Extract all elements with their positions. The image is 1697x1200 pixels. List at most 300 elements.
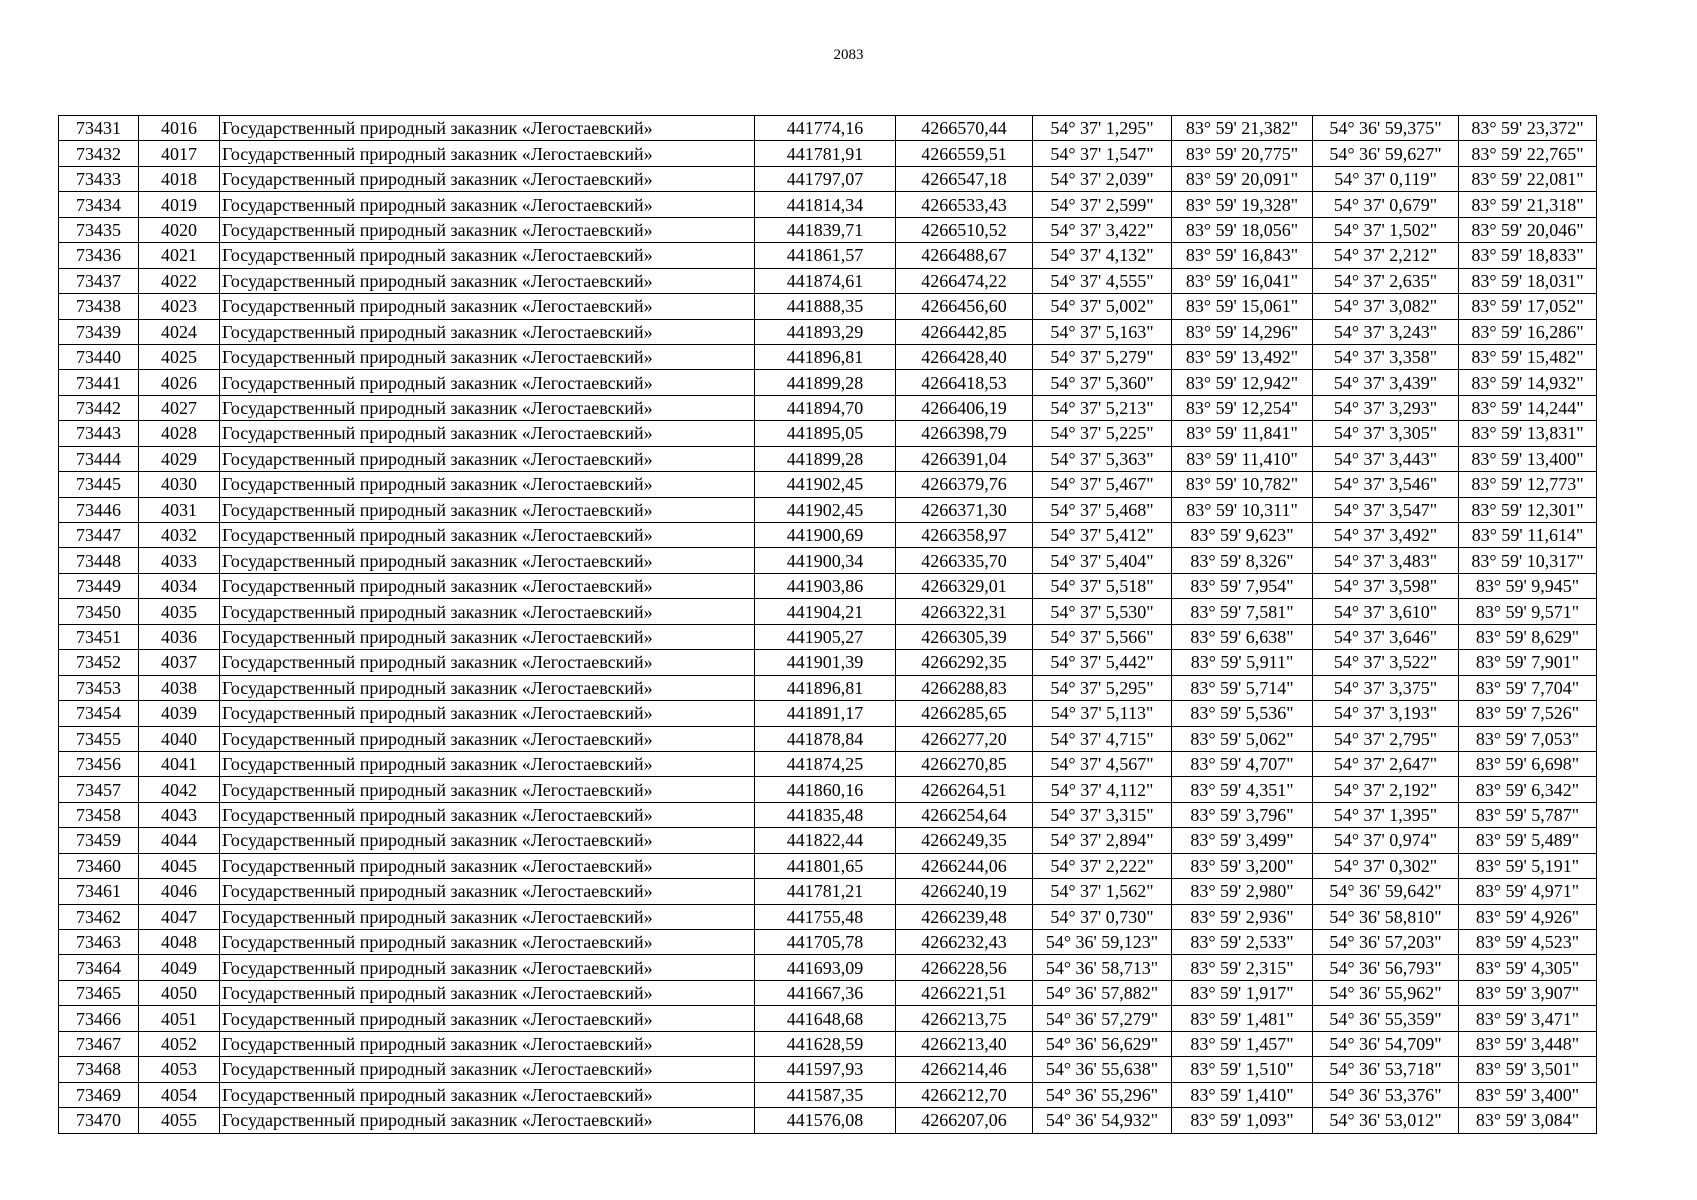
x-coordinate-cell: 441900,69: [755, 523, 896, 548]
point-number-cell: 4026: [139, 370, 220, 395]
longitude-2-cell: 83° 59' 22,081": [1459, 166, 1597, 191]
table-row: [59, 523, 1597, 548]
latitude-1-cell: 54° 37' 5,530": [1033, 599, 1172, 624]
latitude-2-cell: 54° 37' 3,522": [1313, 650, 1459, 675]
table-row: [59, 1031, 1597, 1056]
longitude-2-cell: 83° 59' 7,704": [1459, 675, 1597, 700]
latitude-1-cell: 54° 37' 5,518": [1033, 573, 1172, 598]
longitude-1-cell: 83° 59' 1,093": [1172, 1108, 1313, 1133]
y-coordinate-cell: 4266329,01: [896, 573, 1033, 598]
latitude-1-cell: 54° 37' 2,222": [1033, 853, 1172, 878]
y-coordinate-cell: 4266456,60: [896, 294, 1033, 319]
longitude-2-cell: 83° 59' 13,400": [1459, 446, 1597, 471]
x-coordinate-cell: 441835,48: [755, 802, 896, 827]
row-id-cell: 73464: [59, 955, 139, 980]
territory-name-cell: Государственный природный заказник «Легостаевский»: [220, 497, 755, 522]
longitude-1-cell: 83° 59' 20,775": [1172, 141, 1313, 166]
latitude-2-cell: 54° 37' 2,192": [1313, 777, 1459, 802]
y-coordinate-cell: 4266398,79: [896, 421, 1033, 446]
y-coordinate-cell: 4266379,76: [896, 472, 1033, 497]
y-coordinate-cell: 4266358,97: [896, 523, 1033, 548]
point-number-cell: 4031: [139, 497, 220, 522]
latitude-2-cell: 54° 36' 54,709": [1313, 1031, 1459, 1056]
row-id-cell: 73441: [59, 370, 139, 395]
latitude-1-cell: 54° 37' 5,295": [1033, 675, 1172, 700]
latitude-1-cell: 54° 37' 4,567": [1033, 751, 1172, 776]
table-row: [59, 497, 1597, 522]
point-number-cell: 4032: [139, 523, 220, 548]
latitude-1-cell: 54° 37' 2,894": [1033, 828, 1172, 853]
x-coordinate-cell: 441894,70: [755, 395, 896, 420]
longitude-2-cell: 83° 59' 9,571": [1459, 599, 1597, 624]
y-coordinate-cell: 4266488,67: [896, 243, 1033, 268]
longitude-1-cell: 83° 59' 9,623": [1172, 523, 1313, 548]
longitude-2-cell: 83° 59' 4,305": [1459, 955, 1597, 980]
longitude-1-cell: 83° 59' 10,782": [1172, 472, 1313, 497]
latitude-1-cell: 54° 36' 55,296": [1033, 1082, 1172, 1107]
latitude-2-cell: 54° 36' 56,793": [1313, 955, 1459, 980]
latitude-2-cell: 54° 36' 53,012": [1313, 1108, 1459, 1133]
point-number-cell: 4046: [139, 879, 220, 904]
table-row: [59, 955, 1597, 980]
table-row: [59, 650, 1597, 675]
row-id-cell: 73457: [59, 777, 139, 802]
longitude-2-cell: 83° 59' 7,053": [1459, 726, 1597, 751]
point-number-cell: 4051: [139, 1006, 220, 1031]
longitude-1-cell: 83° 59' 2,533": [1172, 930, 1313, 955]
latitude-1-cell: 54° 37' 2,599": [1033, 192, 1172, 217]
point-number-cell: 4047: [139, 904, 220, 929]
territory-name-cell: Государственный природный заказник «Легостаевский»: [220, 1057, 755, 1082]
latitude-2-cell: 54° 36' 59,642": [1313, 879, 1459, 904]
x-coordinate-cell: 441878,84: [755, 726, 896, 751]
latitude-2-cell: 54° 36' 58,810": [1313, 904, 1459, 929]
longitude-1-cell: 83° 59' 6,638": [1172, 624, 1313, 649]
x-coordinate-cell: 441896,81: [755, 675, 896, 700]
latitude-2-cell: 54° 37' 2,212": [1313, 243, 1459, 268]
row-id-cell: 73445: [59, 472, 139, 497]
territory-name-cell: Государственный природный заказник «Легостаевский»: [220, 319, 755, 344]
x-coordinate-cell: 441797,07: [755, 166, 896, 191]
point-number-cell: 4049: [139, 955, 220, 980]
point-number-cell: 4054: [139, 1082, 220, 1107]
latitude-1-cell: 54° 37' 3,422": [1033, 217, 1172, 242]
latitude-1-cell: 54° 36' 57,279": [1033, 1006, 1172, 1031]
longitude-2-cell: 83° 59' 23,372": [1459, 116, 1597, 141]
longitude-2-cell: 83° 59' 5,787": [1459, 802, 1597, 827]
y-coordinate-cell: 4266277,20: [896, 726, 1033, 751]
row-id-cell: 73463: [59, 930, 139, 955]
longitude-2-cell: 83° 59' 7,901": [1459, 650, 1597, 675]
longitude-2-cell: 83° 59' 15,482": [1459, 344, 1597, 369]
y-coordinate-cell: 4266335,70: [896, 548, 1033, 573]
point-number-cell: 4036: [139, 624, 220, 649]
longitude-2-cell: 83° 59' 7,526": [1459, 701, 1597, 726]
latitude-2-cell: 54° 37' 1,502": [1313, 217, 1459, 242]
longitude-1-cell: 83° 59' 4,707": [1172, 751, 1313, 776]
longitude-2-cell: 83° 59' 3,084": [1459, 1108, 1597, 1133]
table-row: [59, 751, 1597, 776]
latitude-1-cell: 54° 36' 59,123": [1033, 930, 1172, 955]
territory-name-cell: Государственный природный заказник «Легостаевский»: [220, 268, 755, 293]
point-number-cell: 4018: [139, 166, 220, 191]
longitude-2-cell: 83° 59' 17,052": [1459, 294, 1597, 319]
longitude-1-cell: 83° 59' 7,954": [1172, 573, 1313, 598]
latitude-2-cell: 54° 37' 2,647": [1313, 751, 1459, 776]
y-coordinate-cell: 4266533,43: [896, 192, 1033, 217]
territory-name-cell: Государственный природный заказник «Легостаевский»: [220, 116, 755, 141]
latitude-2-cell: 54° 36' 55,962": [1313, 980, 1459, 1005]
longitude-2-cell: 83° 59' 18,833": [1459, 243, 1597, 268]
point-number-cell: 4045: [139, 853, 220, 878]
longitude-2-cell: 83° 59' 6,342": [1459, 777, 1597, 802]
point-number-cell: 4048: [139, 930, 220, 955]
y-coordinate-cell: 4266428,40: [896, 344, 1033, 369]
territory-name-cell: Государственный природный заказник «Легостаевский»: [220, 141, 755, 166]
y-coordinate-cell: 4266254,64: [896, 802, 1033, 827]
x-coordinate-cell: 441861,57: [755, 243, 896, 268]
x-coordinate-cell: 441899,28: [755, 446, 896, 471]
territory-name-cell: Государственный природный заказник «Легостаевский»: [220, 243, 755, 268]
latitude-2-cell: 54° 37' 3,547": [1313, 497, 1459, 522]
latitude-1-cell: 54° 37' 5,467": [1033, 472, 1172, 497]
longitude-1-cell: 83° 59' 3,200": [1172, 853, 1313, 878]
longitude-1-cell: 83° 59' 1,510": [1172, 1057, 1313, 1082]
longitude-1-cell: 83° 59' 2,936": [1172, 904, 1313, 929]
territory-name-cell: Государственный природный заказник «Легостаевский»: [220, 421, 755, 446]
row-id-cell: 73436: [59, 243, 139, 268]
territory-name-cell: Государственный природный заказник «Легостаевский»: [220, 980, 755, 1005]
longitude-2-cell: 83° 59' 13,831": [1459, 421, 1597, 446]
point-number-cell: 4030: [139, 472, 220, 497]
latitude-1-cell: 54° 37' 5,113": [1033, 701, 1172, 726]
point-number-cell: 4052: [139, 1031, 220, 1056]
longitude-2-cell: 83° 59' 12,301": [1459, 497, 1597, 522]
longitude-2-cell: 83° 59' 14,932": [1459, 370, 1597, 395]
y-coordinate-cell: 4266228,56: [896, 955, 1033, 980]
territory-name-cell: Государственный природный заказник «Легостаевский»: [220, 802, 755, 827]
territory-name-cell: Государственный природный заказник «Легостаевский»: [220, 599, 755, 624]
territory-name-cell: Государственный природный заказник «Легостаевский»: [220, 828, 755, 853]
longitude-1-cell: 83° 59' 5,536": [1172, 701, 1313, 726]
territory-name-cell: Государственный природный заказник «Легостаевский»: [220, 930, 755, 955]
latitude-1-cell: 54° 37' 4,555": [1033, 268, 1172, 293]
x-coordinate-cell: 441888,35: [755, 294, 896, 319]
territory-name-cell: Государственный природный заказник «Легостаевский»: [220, 777, 755, 802]
longitude-2-cell: 83° 59' 4,971": [1459, 879, 1597, 904]
row-id-cell: 73453: [59, 675, 139, 700]
point-number-cell: 4055: [139, 1108, 220, 1133]
table-row: [59, 930, 1597, 955]
point-number-cell: 4037: [139, 650, 220, 675]
longitude-2-cell: 83° 59' 3,400": [1459, 1082, 1597, 1107]
x-coordinate-cell: 441860,16: [755, 777, 896, 802]
y-coordinate-cell: 4266249,35: [896, 828, 1033, 853]
row-id-cell: 73455: [59, 726, 139, 751]
table-row: [59, 243, 1597, 268]
longitude-1-cell: 83° 59' 1,481": [1172, 1006, 1313, 1031]
x-coordinate-cell: 441781,91: [755, 141, 896, 166]
territory-name-cell: Государственный природный заказник «Легостаевский»: [220, 294, 755, 319]
territory-name-cell: Государственный природный заказник «Легостаевский»: [220, 904, 755, 929]
table-row: [59, 1082, 1597, 1107]
latitude-1-cell: 54° 37' 5,163": [1033, 319, 1172, 344]
latitude-2-cell: 54° 36' 53,718": [1313, 1057, 1459, 1082]
longitude-2-cell: 83° 59' 5,191": [1459, 853, 1597, 878]
point-number-cell: 4042: [139, 777, 220, 802]
y-coordinate-cell: 4266570,44: [896, 116, 1033, 141]
x-coordinate-cell: 441628,59: [755, 1031, 896, 1056]
row-id-cell: 73435: [59, 217, 139, 242]
territory-name-cell: Государственный природный заказник «Легостаевский»: [220, 650, 755, 675]
table-row: [59, 116, 1597, 141]
y-coordinate-cell: 4266221,51: [896, 980, 1033, 1005]
longitude-1-cell: 83° 59' 7,581": [1172, 599, 1313, 624]
y-coordinate-cell: 4266510,52: [896, 217, 1033, 242]
point-number-cell: 4033: [139, 548, 220, 573]
latitude-1-cell: 54° 37' 1,295": [1033, 116, 1172, 141]
longitude-1-cell: 83° 59' 1,917": [1172, 980, 1313, 1005]
latitude-2-cell: 54° 37' 0,679": [1313, 192, 1459, 217]
table-row: [59, 599, 1597, 624]
table-row: [59, 319, 1597, 344]
territory-name-cell: Государственный природный заказник «Легостаевский»: [220, 1031, 755, 1056]
latitude-1-cell: 54° 37' 0,730": [1033, 904, 1172, 929]
territory-name-cell: Государственный природный заказник «Легостаевский»: [220, 395, 755, 420]
y-coordinate-cell: 4266474,22: [896, 268, 1033, 293]
y-coordinate-cell: 4266547,18: [896, 166, 1033, 191]
longitude-2-cell: 83° 59' 16,286": [1459, 319, 1597, 344]
table-row: [59, 421, 1597, 446]
latitude-2-cell: 54° 37' 3,243": [1313, 319, 1459, 344]
longitude-2-cell: 83° 59' 6,698": [1459, 751, 1597, 776]
latitude-1-cell: 54° 37' 5,468": [1033, 497, 1172, 522]
point-number-cell: 4023: [139, 294, 220, 319]
x-coordinate-cell: 441891,17: [755, 701, 896, 726]
territory-name-cell: Государственный природный заказник «Легостаевский»: [220, 166, 755, 191]
row-id-cell: 73459: [59, 828, 139, 853]
point-number-cell: 4044: [139, 828, 220, 853]
x-coordinate-cell: 441900,34: [755, 548, 896, 573]
y-coordinate-cell: 4266371,30: [896, 497, 1033, 522]
table-row: [59, 294, 1597, 319]
longitude-1-cell: 83° 59' 16,041": [1172, 268, 1313, 293]
x-coordinate-cell: 441774,16: [755, 116, 896, 141]
latitude-2-cell: 54° 37' 3,483": [1313, 548, 1459, 573]
latitude-1-cell: 54° 37' 5,442": [1033, 650, 1172, 675]
row-id-cell: 73469: [59, 1082, 139, 1107]
longitude-2-cell: 83° 59' 11,614": [1459, 523, 1597, 548]
longitude-2-cell: 83° 59' 5,489": [1459, 828, 1597, 853]
territory-name-cell: Государственный природный заказник «Легостаевский»: [220, 446, 755, 471]
latitude-1-cell: 54° 37' 2,039": [1033, 166, 1172, 191]
latitude-1-cell: 54° 37' 5,002": [1033, 294, 1172, 319]
territory-name-cell: Государственный природный заказник «Легостаевский»: [220, 751, 755, 776]
row-id-cell: 73458: [59, 802, 139, 827]
point-number-cell: 4050: [139, 980, 220, 1005]
row-id-cell: 73432: [59, 141, 139, 166]
latitude-2-cell: 54° 36' 55,359": [1313, 1006, 1459, 1031]
x-coordinate-cell: 441755,48: [755, 904, 896, 929]
table-row: [59, 624, 1597, 649]
row-id-cell: 73442: [59, 395, 139, 420]
point-number-cell: 4020: [139, 217, 220, 242]
x-coordinate-cell: 441874,61: [755, 268, 896, 293]
point-number-cell: 4025: [139, 344, 220, 369]
row-id-cell: 73454: [59, 701, 139, 726]
x-coordinate-cell: 441814,34: [755, 192, 896, 217]
latitude-1-cell: 54° 36' 55,638": [1033, 1057, 1172, 1082]
longitude-1-cell: 83° 59' 15,061": [1172, 294, 1313, 319]
x-coordinate-cell: 441902,45: [755, 472, 896, 497]
longitude-1-cell: 83° 59' 4,351": [1172, 777, 1313, 802]
latitude-2-cell: 54° 37' 3,443": [1313, 446, 1459, 471]
latitude-2-cell: 54° 37' 0,974": [1313, 828, 1459, 853]
latitude-2-cell: 54° 37' 3,305": [1313, 421, 1459, 446]
longitude-2-cell: 83° 59' 3,907": [1459, 980, 1597, 1005]
longitude-1-cell: 83° 59' 12,254": [1172, 395, 1313, 420]
longitude-1-cell: 83° 59' 10,311": [1172, 497, 1313, 522]
longitude-1-cell: 83° 59' 2,315": [1172, 955, 1313, 980]
row-id-cell: 73431: [59, 116, 139, 141]
table-row: [59, 980, 1597, 1005]
point-number-cell: 4040: [139, 726, 220, 751]
longitude-2-cell: 83° 59' 18,031": [1459, 268, 1597, 293]
longitude-1-cell: 83° 59' 11,410": [1172, 446, 1313, 471]
table-row: [59, 777, 1597, 802]
row-id-cell: 73461: [59, 879, 139, 904]
latitude-2-cell: 54° 37' 3,492": [1313, 523, 1459, 548]
y-coordinate-cell: 4266212,70: [896, 1082, 1033, 1107]
y-coordinate-cell: 4266391,04: [896, 446, 1033, 471]
latitude-2-cell: 54° 37' 0,302": [1313, 853, 1459, 878]
latitude-1-cell: 54° 36' 57,882": [1033, 980, 1172, 1005]
latitude-2-cell: 54° 36' 59,627": [1313, 141, 1459, 166]
latitude-1-cell: 54° 37' 5,363": [1033, 446, 1172, 471]
y-coordinate-cell: 4266239,48: [896, 904, 1033, 929]
point-number-cell: 4017: [139, 141, 220, 166]
territory-name-cell: Государственный природный заказник «Легостаевский»: [220, 217, 755, 242]
table-row: [59, 344, 1597, 369]
x-coordinate-cell: 441597,93: [755, 1057, 896, 1082]
y-coordinate-cell: 4266418,53: [896, 370, 1033, 395]
x-coordinate-cell: 441781,21: [755, 879, 896, 904]
latitude-1-cell: 54° 37' 4,112": [1033, 777, 1172, 802]
page-number: 2083: [833, 47, 864, 63]
y-coordinate-cell: 4266207,06: [896, 1108, 1033, 1133]
table-row: [59, 192, 1597, 217]
latitude-2-cell: 54° 36' 59,375": [1313, 116, 1459, 141]
territory-name-cell: Государственный природный заказник «Легостаевский»: [220, 192, 755, 217]
longitude-2-cell: 83° 59' 21,318": [1459, 192, 1597, 217]
coordinates-table: [58, 115, 1597, 1134]
territory-name-cell: Государственный природный заказник «Легостаевский»: [220, 472, 755, 497]
territory-name-cell: Государственный природный заказник «Легостаевский»: [220, 726, 755, 751]
latitude-1-cell: 54° 37' 4,715": [1033, 726, 1172, 751]
latitude-1-cell: 54° 36' 58,713": [1033, 955, 1172, 980]
table-row: [59, 904, 1597, 929]
y-coordinate-cell: 4266305,39: [896, 624, 1033, 649]
y-coordinate-cell: 4266244,06: [896, 853, 1033, 878]
longitude-1-cell: 83° 59' 16,843": [1172, 243, 1313, 268]
table-row: [59, 879, 1597, 904]
point-number-cell: 4043: [139, 802, 220, 827]
point-number-cell: 4024: [139, 319, 220, 344]
point-number-cell: 4038: [139, 675, 220, 700]
table-row: [59, 828, 1597, 853]
table-row: [59, 548, 1597, 573]
territory-name-cell: Государственный природный заказник «Легостаевский»: [220, 701, 755, 726]
y-coordinate-cell: 4266288,83: [896, 675, 1033, 700]
latitude-2-cell: 54° 37' 3,546": [1313, 472, 1459, 497]
longitude-2-cell: 83° 59' 3,471": [1459, 1006, 1597, 1031]
territory-name-cell: Государственный природный заказник «Легостаевский»: [220, 879, 755, 904]
y-coordinate-cell: 4266240,19: [896, 879, 1033, 904]
table-row: [59, 675, 1597, 700]
table-row: [59, 370, 1597, 395]
x-coordinate-cell: 441801,65: [755, 853, 896, 878]
point-number-cell: 4041: [139, 751, 220, 776]
row-id-cell: 73437: [59, 268, 139, 293]
latitude-1-cell: 54° 37' 5,566": [1033, 624, 1172, 649]
longitude-1-cell: 83° 59' 20,091": [1172, 166, 1313, 191]
y-coordinate-cell: 4266559,51: [896, 141, 1033, 166]
latitude-1-cell: 54° 37' 5,279": [1033, 344, 1172, 369]
row-id-cell: 73443: [59, 421, 139, 446]
table-row: [59, 217, 1597, 242]
latitude-1-cell: 54° 37' 4,132": [1033, 243, 1172, 268]
longitude-2-cell: 83° 59' 4,926": [1459, 904, 1597, 929]
latitude-2-cell: 54° 37' 3,293": [1313, 395, 1459, 420]
x-coordinate-cell: 441822,44: [755, 828, 896, 853]
territory-name-cell: Государственный природный заказник «Легостаевский»: [220, 1082, 755, 1107]
point-number-cell: 4028: [139, 421, 220, 446]
y-coordinate-cell: 4266214,46: [896, 1057, 1033, 1082]
longitude-1-cell: 83° 59' 2,980": [1172, 879, 1313, 904]
x-coordinate-cell: 441648,68: [755, 1006, 896, 1031]
table-row: [59, 573, 1597, 598]
table-row: [59, 472, 1597, 497]
latitude-1-cell: 54° 37' 1,547": [1033, 141, 1172, 166]
longitude-1-cell: 83° 59' 3,796": [1172, 802, 1313, 827]
latitude-2-cell: 54° 37' 3,646": [1313, 624, 1459, 649]
table-row: [59, 166, 1597, 191]
longitude-1-cell: 83° 59' 1,457": [1172, 1031, 1313, 1056]
y-coordinate-cell: 4266292,35: [896, 650, 1033, 675]
longitude-1-cell: 83° 59' 3,499": [1172, 828, 1313, 853]
territory-name-cell: Государственный природный заказник «Легостаевский»: [220, 548, 755, 573]
point-number-cell: 4034: [139, 573, 220, 598]
x-coordinate-cell: 441905,27: [755, 624, 896, 649]
latitude-1-cell: 54° 37' 1,562": [1033, 879, 1172, 904]
territory-name-cell: Государственный природный заказник «Легостаевский»: [220, 1006, 755, 1031]
table-row: [59, 1006, 1597, 1031]
table-row: [59, 268, 1597, 293]
longitude-2-cell: 83° 59' 10,317": [1459, 548, 1597, 573]
y-coordinate-cell: 4266213,40: [896, 1031, 1033, 1056]
point-number-cell: 4019: [139, 192, 220, 217]
latitude-2-cell: 54° 37' 0,119": [1313, 166, 1459, 191]
latitude-2-cell: 54° 37' 3,439": [1313, 370, 1459, 395]
longitude-1-cell: 83° 59' 13,492": [1172, 344, 1313, 369]
y-coordinate-cell: 4266270,85: [896, 751, 1033, 776]
row-id-cell: 73465: [59, 980, 139, 1005]
point-number-cell: 4027: [139, 395, 220, 420]
longitude-2-cell: 83° 59' 4,523": [1459, 930, 1597, 955]
table-row: [59, 1057, 1597, 1082]
latitude-1-cell: 54° 37' 5,360": [1033, 370, 1172, 395]
territory-name-cell: Государственный природный заказник «Легостаевский»: [220, 344, 755, 369]
